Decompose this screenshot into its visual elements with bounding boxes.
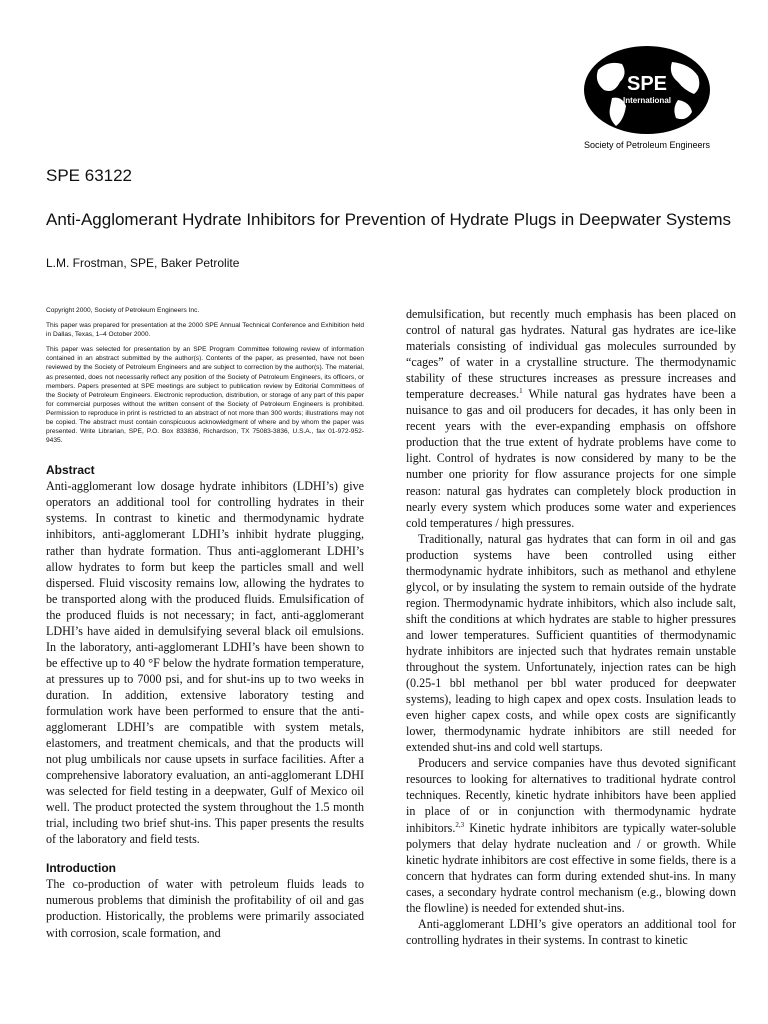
presentation-notice: This paper was prepared for presentation at the 2000 SPE Annual Technical Conference and Exhibition held in Dallas, Texas, 1–4 October 2000. [46, 322, 364, 339]
logo-brand-text: SPE [626, 73, 668, 95]
logo-sub-text: International [622, 96, 672, 105]
selection-notice: This paper was selected for presentation by an SPE Program Committee following review of information contained in an abstract submitted by the author(s). Contents of the paper, as presented, have not been reviewed by the Society of Petroleum Engineers and are subject to correction by the author(s). The material, as presented, does not necessarily reflect any position of the Society of Petroleum Engineers, its officers, or members. Papers presented at SPE meetings are subject to publication review by Editorial Committees of the Society of Petroleum Engineers. Electronic reproduction, distribution, or storage of any part of this paper for commercial purposes without the written consent of the Society of Petroleum Engineers is prohibited. Permission to reproduce in print is restricted to an abstract of not more than 300 words; illustrations may not be copied. The abstract must contain conspicuous acknowledgment of where and by whom the paper was presented. Write Librarian, SPE, P.O. Box 833836, Richardson, TX 75083-3836, U.S.A., fax 01-972-952-9435. [46, 346, 364, 445]
paper-authors: L.M. Frostman, SPE, Baker Petrolite [46, 256, 240, 270]
copyright-notice: Copyright 2000, Society of Petroleum Engineers Inc. [46, 307, 200, 314]
body-paragraph-1-part-b: While natural gas hydrates have been a nuisance to gas and oil producers for decades, it has only been in recent years with the ever-expanding emphasis on offshore production that the true extent of hydrate problems have come to light. Control of hydrates is now considered by many to be the number one priority for flow assurance projects for one simple reason: natural gas hydrates can completely block production in nearly every system which produces some water and experiences cold temperatures / high pressures. [406, 387, 736, 530]
abstract-heading: Abstract [46, 463, 95, 478]
body-paragraph-3-part-a: Producers and service companies have thus devoted significant resources to looking for alternatives to traditional hydrate control techniques. Recently, kinetic hydrate inhibitors have been applied in place of or in conjunction with thermodynamic hydrate inhibitors. [406, 756, 736, 835]
abstract-text: Anti-agglomerant low dosage hydrate inhibitors (LDHI’s) give operators an additional tool for controlling hydrates in their systems. In contrast to kinetic and thermodynamic hydrate inhibitors, anti-agglomerant LDHI’s inhibit hydrate plugging, rather than hydrate formation. Thus anti-agglomerant LDHI’s allow hydrates to form but keep the particles small and well dispersed. Fluid viscosity remains low, allowing the hydrates to be transported along with the produced fluids. Emulsification of the produced fluids is not necessary; in fact, anti-agglomerant LDHI’s have aided in demulsifying several black oil emulsions. In the laboratory, anti-agglomerant LDHI’s have been shown to be effective up to 40 °F below the hydrate formation temperature, at pressures up to 7000 psi, and for shut-ins up to two weeks in duration. In addition, extensive laboratory testing and formulation work have been performed to ensure that the anti-agglomerant LDHI’s are compatible with system metals, elastomers, and treatment chemicals, and that the products will not plug umbilicals nor cause upsets in surface facilities. After a comprehensive laboratory evaluation, an anti-agglomerant LDHI was selected for field testing in a deepwater, Gulf of Mexico oil well. The product protected the system throughout the 1.5 month trial, including two brief shut-ins. This paper presents the results of the laboratory and field tests. [46, 479, 364, 847]
body-paragraph-4: Anti-agglomerant LDHI’s give operators an additional tool for controlling hydrates in their systems. In contrast to kinetic [406, 916, 736, 947]
reference-2-3: 2,3 [455, 820, 465, 829]
introduction-heading: Introduction [46, 861, 116, 876]
paper-number: SPE 63122 [46, 166, 133, 185]
globe-icon [568, 44, 726, 154]
left-column [46, 306, 364, 941]
body-paragraph-2: Traditionally, natural gas hydrates that can form in oil and gas production systems have been controlled using either thermodynamic hydrate inhibitors, such as methanol and ethylene glycol, or by insulating the system to remain outside of the hydrate region. Thermodynamic hydrate inhibitors, which also include salt, shift the conditions at which hydrates are stable to higher pressures and lower temperatures. Sufficient quantities of thermodynamic hydrate inhibitors are injected such that hydrates remain unstable throughout the system. Unfortunately, injection rates can be high (0.25-1 bbl methanol per bbl water produced for deepwater systems), leading to high capex and opex costs. Insulation leads to even higher capex costs, and while opex costs are significantly lower, thermodynamic hydrate inhibitors are still needed for extended shut-ins and cold well startups. [406, 531, 736, 755]
body-paragraph-3-part-b: Kinetic hydrate inhibitors are typically water-soluble polymers that delay hydrate nucleation and / or growth. While kinetic hydrate inhibitors are cost effective in some fields, there is a concern that hydrates can form during extended shut-ins. In many cases, a secondary hydrate control mechanism (e.g., blowing down the flowline) is needed for extended shut-ins. [406, 820, 736, 915]
spe-logo [568, 44, 726, 154]
right-column [406, 306, 736, 948]
logo-caption-text: Society of Petroleum Engineers [583, 140, 711, 150]
reference-1: 1 [519, 387, 523, 396]
introduction-text: The co-production of water with petroleum fluids leads to numerous problems that diminish the profitability of oil and gas production. Historically, the problems were primarily associated with corrosion, scale formation, and [46, 877, 364, 940]
paper-title: Anti-Agglomerant Hydrate Inhibitors for Prevention of Hydrate Plugs in Deepwater Systems [46, 210, 732, 229]
body-paragraph-1-part-a: demulsification, but recently much emphasis has been placed on control of natural gas hydrates. Natural gas hydrates are ice-like materials consisting of individual gas molecules surrounded by “cages” of water in a crystalline structure. The thermodynamic stability of these structures increases as pressure increases and temperature decreases. [406, 307, 736, 402]
body-paragraph-1 [406, 306, 736, 531]
body-paragraph-3 [406, 755, 736, 915]
